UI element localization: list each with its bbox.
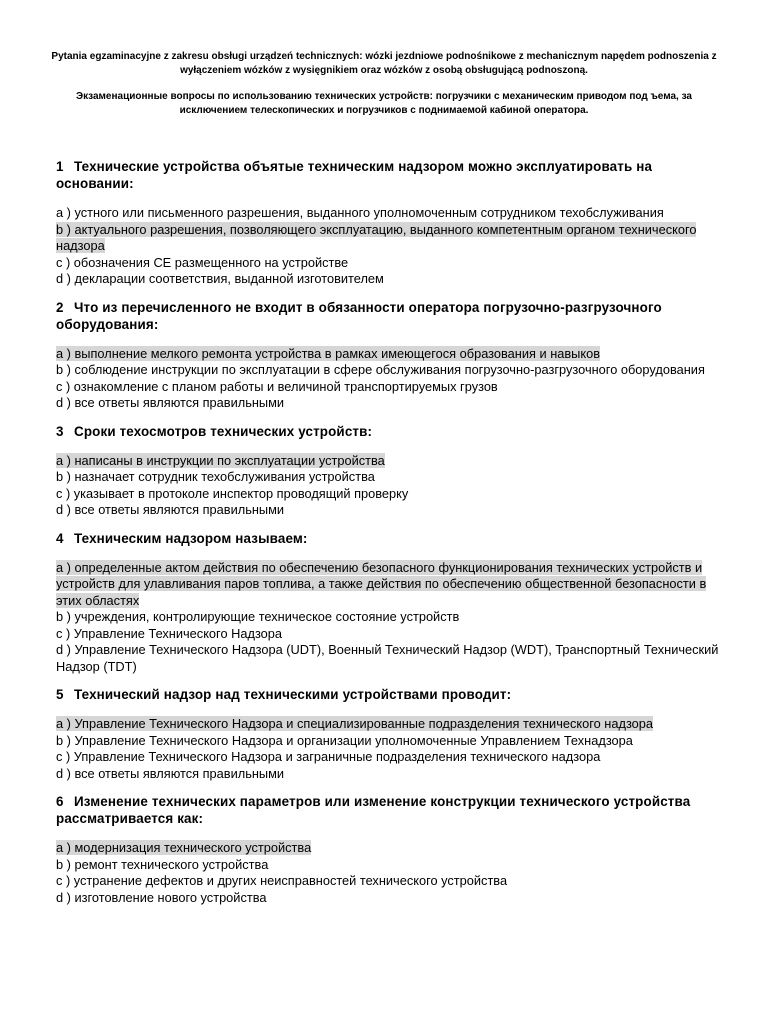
question-1 [56,158,724,288]
answer-option [56,486,724,503]
answer-option-text: a ) устного или письменного разрешения, выданного уполномоченным сотрудником техобслуживания [56,205,664,220]
question-6 [56,793,724,906]
answer-option [56,840,724,857]
answer-option-text: b ) соблюдение инструкции по эксплуатации в сфере обслуживания погрузочно-разгрузочного оборудования [56,362,705,377]
answer-option-text: c ) указывает в протоколе инспектор проводящий проверку [56,485,409,501]
question-title [56,158,724,192]
question-number: 5 [56,687,64,702]
question-text: Что из перечисленного не входит в обязанности оператора погрузочно-разгрузочного оборудования: [56,299,662,332]
question-text: Технический надзор над техническими устройствами проводит: [74,687,512,702]
question-text: Технические устройства объятые техническим надзором можно эксплуатировать на основании: [56,159,653,191]
answer-option [56,379,724,396]
question-number: 3 [56,423,64,439]
answer-option-text: a ) написаны в инструкции по эксплуатации устройства [56,452,385,468]
answer-option-text: a ) выполнение мелкого ремонта устройства в рамках имеющегося образования и навыков [56,345,601,361]
question-number: 4 [56,530,64,546]
question-text: Изменение технических параметров или изменение конструкции технического устройства рассматривается как: [56,794,691,826]
answer-option [56,469,724,486]
answer-option-text: c ) Управление Технического Надзора и заграничные подразделения технического надзора [56,749,601,764]
question-title [56,686,724,703]
question-text: Сроки техосмотров технических устройств: [74,423,373,439]
answer-option [56,346,724,363]
answer-option [56,766,724,783]
question-4 [56,530,724,676]
answer-option [56,222,724,255]
answer-option [56,857,724,874]
answer-option [56,626,724,643]
question-5 [56,686,724,782]
answer-option-text: d ) декларации соответствия, выданной изготовителем [56,271,384,286]
answer-option [56,395,724,412]
answer-option-text: d ) изготовление нового устройства [56,889,267,905]
question-2 [56,299,724,412]
answer-option-text: b ) ремонт технического устройства [56,856,269,872]
answer-option-text: b ) Управление Технического Надзора и организации уполномоченные Управлением Технадзора [56,732,633,748]
answer-option-text: c ) ознакомление с планом работы и величиной транспортируемых грузов [56,378,498,394]
question-title [56,299,724,333]
answer-option-text: d ) все ответы являются правильными [56,395,285,410]
answer-option-text: a ) определенные актом действия по обеспечению безопасного функционирования технических устройств и устройств для улавливания паров топлива, а также действия по обеспечению общественной безопасности в этих областях [56,559,707,608]
answer-option-text: c ) обозначения CE размещенного на устройстве [56,254,349,270]
polish-title: Pytania egzaminacyjne z zakresu obsługi urządzeń technicznych: wózki jezdniowe podnośnikowe z mechanicznym napędem podnoszenia z wyłączeniem wózków z wysięgnikiem oraz wózków z osobą obsługującą podnoszoną. [51,51,717,76]
answer-option-text: c ) Управление Технического Надзора [56,625,283,641]
question-3 [56,423,724,519]
answer-option [56,716,724,733]
question-title [56,423,724,440]
answer-option [56,362,724,379]
answer-option-text: d ) Управление Технического Надзора (UDT), Военный Технический Надзор (WDT), Транспортный Технический Надзор (TDT) [56,642,719,674]
answer-option-text: a ) модернизация технического устройства [56,840,312,855]
answer-option [56,890,724,907]
answer-option-text: d ) все ответы являются правильными [56,502,285,517]
answer-option-text: b ) назначает сотрудник техобслуживания устройства [56,469,375,484]
russian-title: Экзаменационные вопросы по использованию технических устройств: погрузчики с механическим приводом под ъема, за исключением телескопических и погрузчиков с поднимаемой кабиной оператора. [76,91,692,116]
answer-option-text: c ) устранение дефектов и других неисправностей технического устройства [56,873,508,888]
answer-option [56,733,724,750]
answer-option [56,255,724,272]
answer-option [56,271,724,288]
question-number: 2 [56,299,64,315]
answer-option [56,749,724,766]
answer-option-text: a ) Управление Технического Надзора и специализированные подразделения технического надзора [56,716,654,731]
answer-option-text: d ) все ответы являются правильными [56,765,285,781]
answer-option [56,205,724,222]
answer-option [56,502,724,519]
answer-option [56,560,724,610]
question-text: Техническим надзором называем: [74,530,308,546]
answer-option [56,873,724,890]
answer-option [56,642,724,675]
question-title [56,793,724,827]
answer-option [56,609,724,626]
answer-option [56,453,724,470]
question-list [56,158,724,917]
question-number: 1 [56,159,64,174]
question-title [56,530,724,547]
answer-option-text: b ) учреждения, контролирующие техническое состояние устройств [56,609,460,624]
question-number: 6 [56,794,64,809]
answer-option-text: b ) актуального разрешения, позволяющего эксплуатацию, выданного компетентным органом технического надзора [56,221,697,253]
